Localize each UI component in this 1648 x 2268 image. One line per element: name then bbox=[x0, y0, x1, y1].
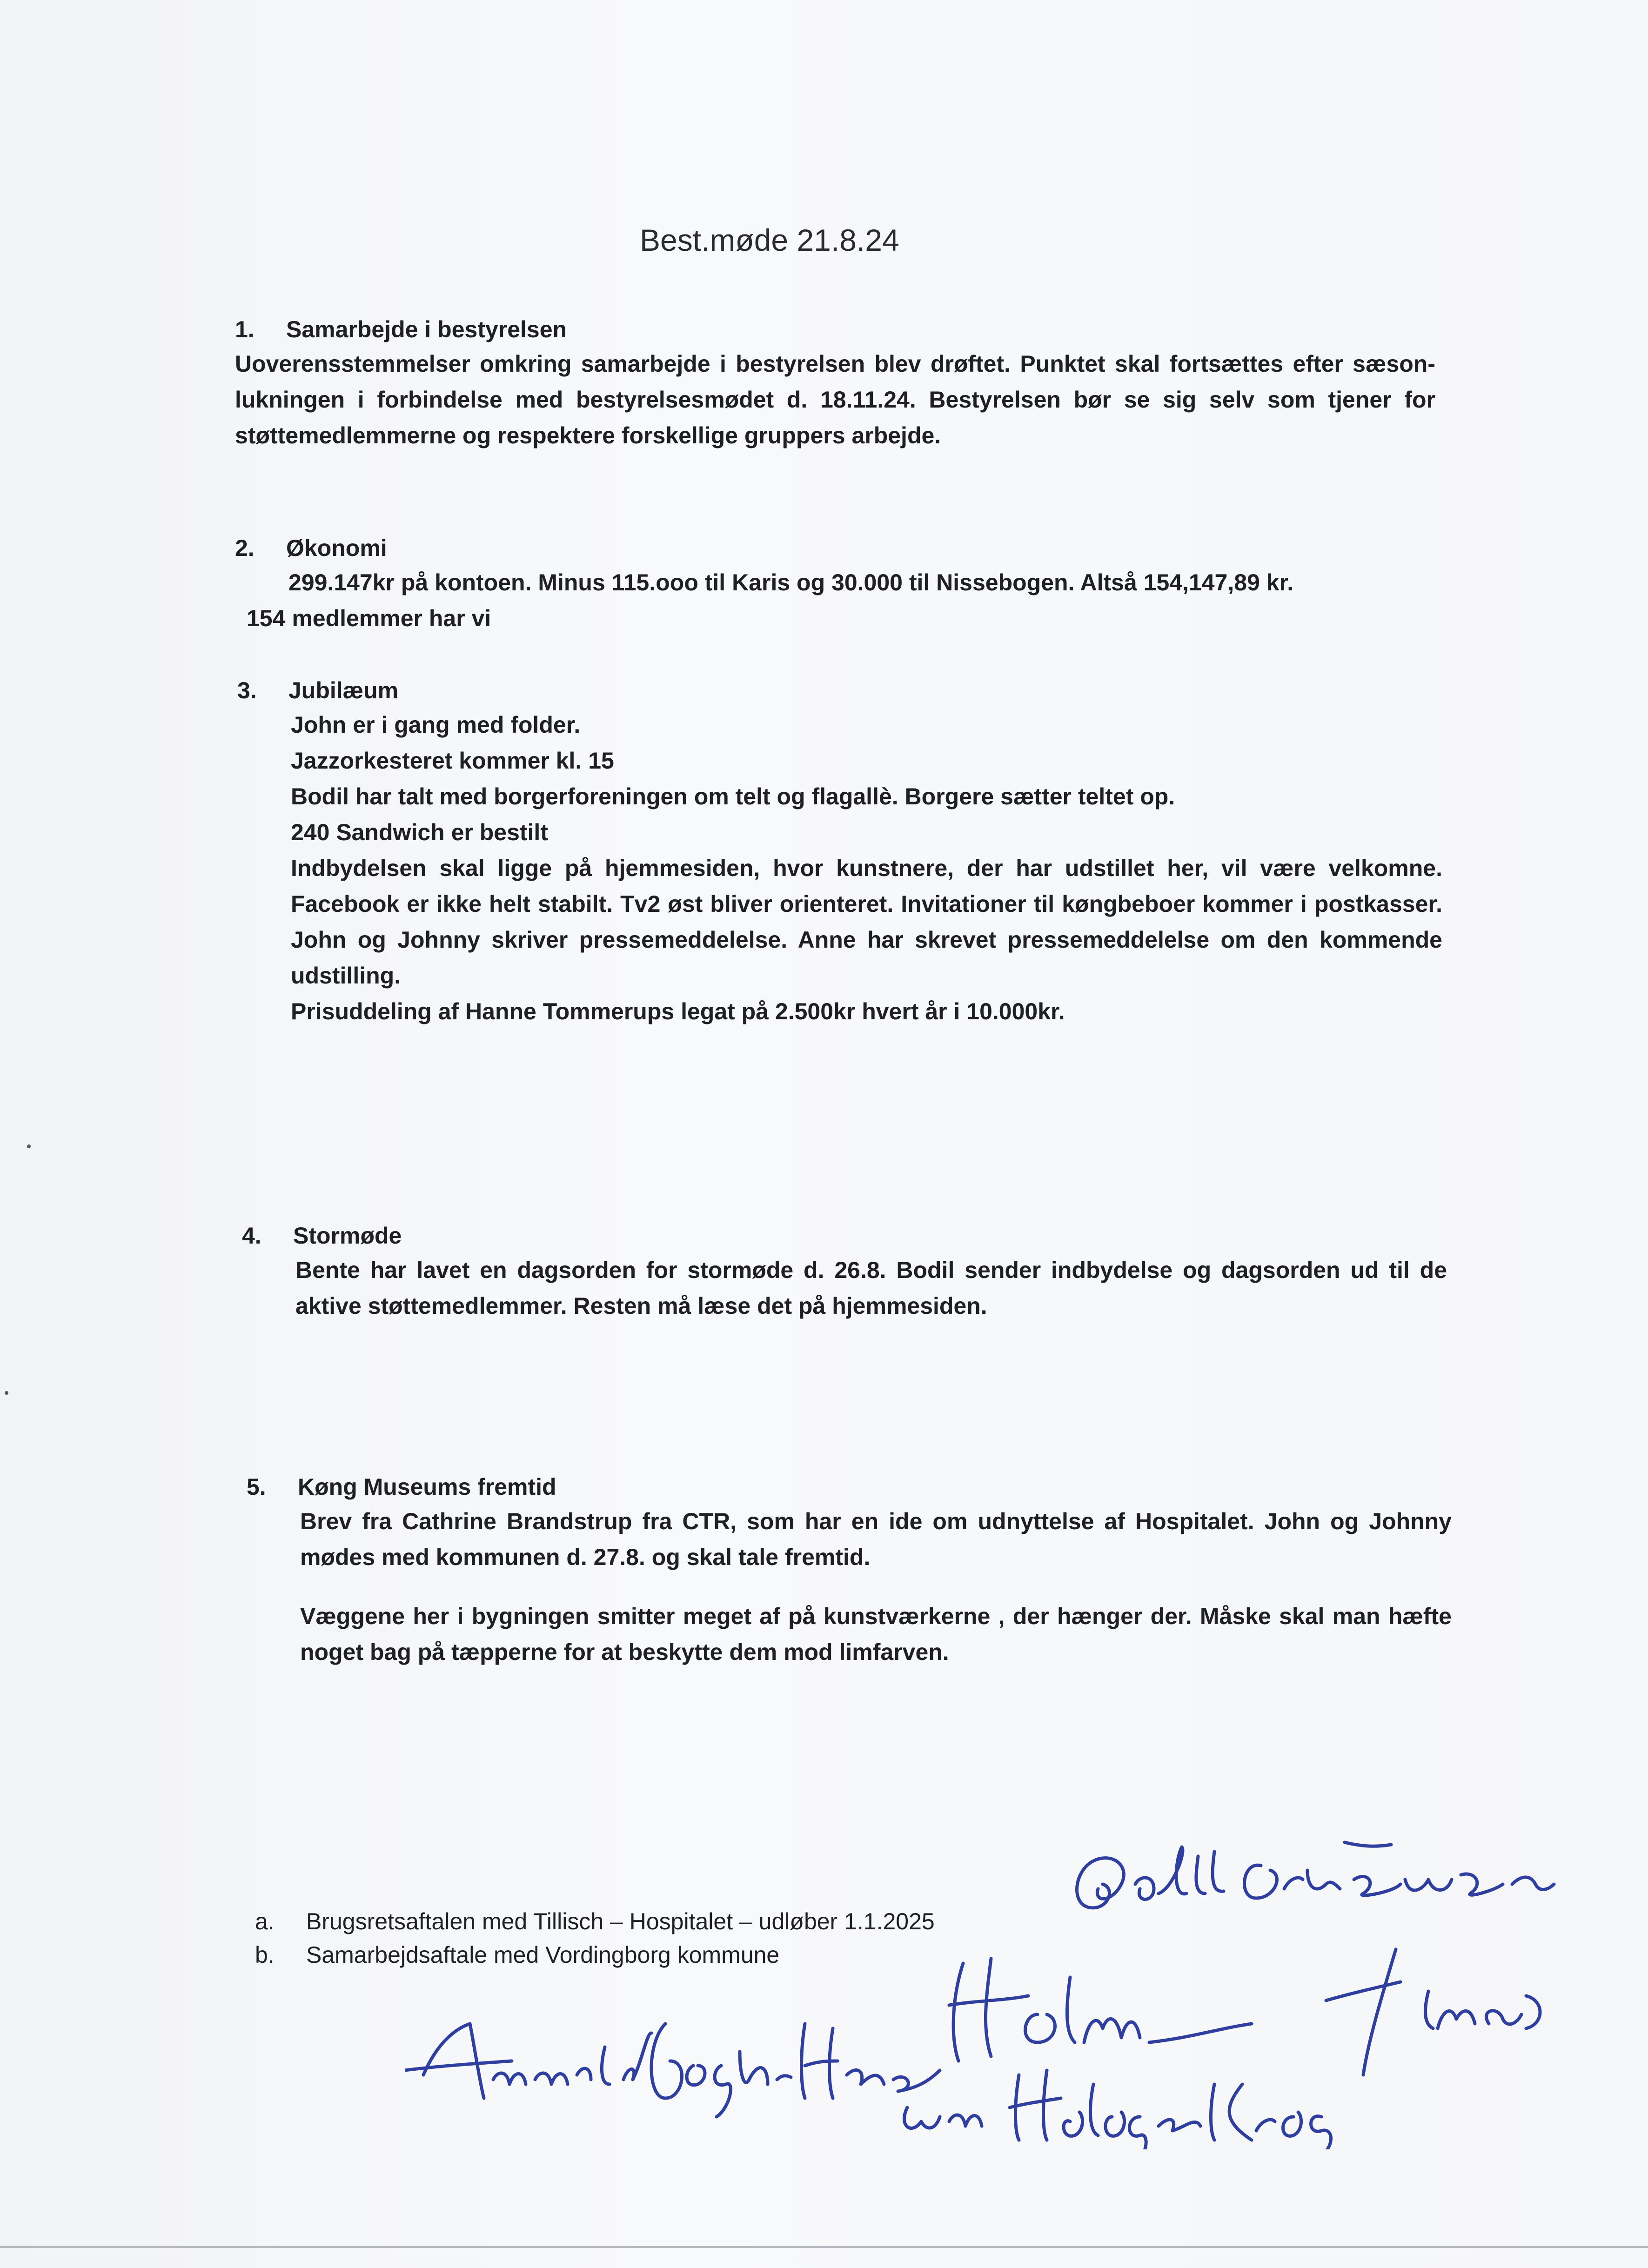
section-4 bbox=[242, 1219, 1447, 1324]
signature-bodil bbox=[1065, 1833, 1559, 1935]
section-body bbox=[237, 707, 1442, 1030]
section-text: Brev fra Cathrine Brandstrup fra CTR, som har en ide om udnyttelse af Hospitalet. John og Johnny mødes med kommunen d. 27.8. og skal tale fremtid. bbox=[300, 1508, 1452, 1570]
appendix-item-a bbox=[255, 1905, 935, 1938]
section-title: Jubilæum bbox=[288, 677, 399, 703]
section-number: 2. bbox=[235, 535, 255, 561]
list-marker: a. bbox=[255, 1908, 275, 1934]
section-3 bbox=[237, 674, 1442, 1030]
section-number: 1. bbox=[235, 316, 255, 342]
section-heading bbox=[247, 1470, 1452, 1504]
section-text: Bente har lavet en dagsorden for stormøde d. 26.8. Bodil sender indbydelse og dagsorden ud til de aktive støttemedlemmer. Resten må læse det på hjemmesiden. bbox=[295, 1257, 1447, 1319]
section-heading bbox=[235, 313, 1435, 346]
list-text: Samarbejdsaftale med Vordingborg kommune bbox=[306, 1942, 780, 1968]
section-2 bbox=[235, 531, 1445, 636]
section-line: John er i gang med folder. bbox=[291, 712, 581, 738]
section-title: Køng Museums fremtid bbox=[298, 1474, 556, 1500]
section-heading bbox=[242, 1219, 1447, 1252]
document-title: Best.møde 21.8.24 bbox=[640, 223, 899, 257]
section-heading bbox=[237, 674, 1442, 707]
section-number: 4. bbox=[242, 1223, 261, 1249]
list-marker: b. bbox=[255, 1942, 275, 1968]
section-title: Økonomi bbox=[286, 535, 387, 561]
section-number: 3. bbox=[237, 677, 257, 703]
scan-speck bbox=[5, 1391, 8, 1395]
section-heading bbox=[235, 531, 1445, 565]
section-1 bbox=[235, 313, 1435, 454]
section-text: Indbydelsen skal ligge på hjemmesiden, hvor kunstnere, der har udstillet her, vil være velkomne. Facebook er ikke helt stabilt. Tv2 øst bliver orienteret. Invitationer til køngbeboer kommer i postkasser. John og Johnny skriver pressemeddelelse. Anne har skrevet pressemeddelelse om den kommende udstilling. bbox=[291, 855, 1442, 989]
signature-ann-hallager bbox=[889, 2056, 1377, 2149]
section-line: 154 medlemmer har vi bbox=[247, 605, 491, 631]
section-title: Stormøde bbox=[293, 1223, 402, 1249]
section-line: Prisuddeling af Hanne Tommerups legat på 2.500kr hvert år i 10.000kr. bbox=[291, 998, 1065, 1024]
section-line: Jazzorkesteret kommer kl. 15 bbox=[291, 748, 614, 774]
appendix-item-b bbox=[255, 1938, 779, 1972]
section-line: 299.147kr på kontoen. Minus 115.ooo til Karis og 30.000 til Nissebogen. Altså 154,147,89 kr. bbox=[288, 569, 1294, 595]
scan-edge bbox=[0, 2246, 1648, 2248]
scan-speck bbox=[27, 1144, 31, 1148]
section-text: Uoverensstemmelser omkring samarbejde i bestyrelsen blev drøftet. Punktet skal fortsættes efter sæson-lukningen i forbindelse med bestyrelsesmødet d. 18.11.24. Bestyrelsen bør se sig selv som tjener for støttemedlemmerne og respektere forskellige gruppers arbejde. bbox=[235, 351, 1435, 448]
section-line: Bodil har talt med borgerforeningen om telt og flagallè. Borgere sætter teltet op. bbox=[291, 783, 1175, 810]
section-line: 240 Sandwich er bestilt bbox=[291, 819, 548, 845]
list-text: Brugsretsaftalen med Tillisch – Hospitalet – udløber 1.1.2025 bbox=[306, 1908, 935, 1934]
section-title: Samarbejde i bestyrelsen bbox=[286, 316, 567, 342]
section-text: Væggene her i bygningen smitter meget af på kunstværkerne , der hænger der. Måske skal man hæfte noget bag på tæpperne for at beskytte dem mod limfarven. bbox=[300, 1603, 1452, 1665]
section-number: 5. bbox=[247, 1474, 266, 1500]
section-5 bbox=[247, 1470, 1452, 1670]
